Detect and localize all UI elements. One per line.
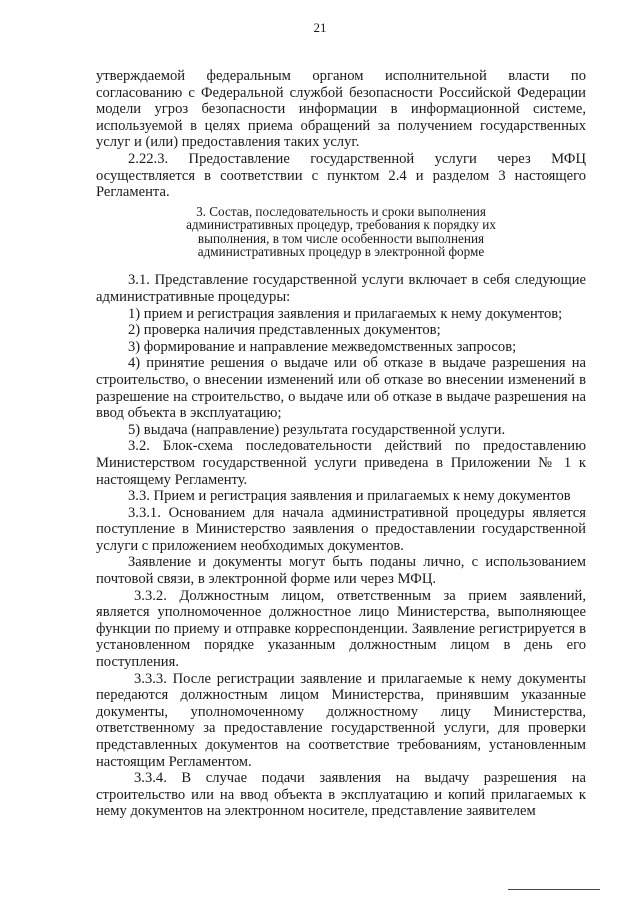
clause-3-3-4: 3.3.4. В случае подачи заявления на выдачу разрешения на строительство или на ввод объекта в эксплуатацию и копий прилагаемых к нему документов на электронном носителе, представление заявителем [96, 770, 586, 820]
clause-3-3-1-continuation: Заявление и документы могут быть поданы лично, с использованием почтовой связи, в электронной форме или через МФЦ. [96, 554, 586, 588]
clause-3-3-3: 3.3.3. После регистрации заявление и прилагаемые к нему документы передаются должностным лицом Министерства, принявшим указанные документы, уполномоченному должностному лицу Министерства, ответственному за предоставление государственной услуги, для проверки представленных документов на соответствие требованиям, установленным настоящим Регламентом. [96, 670, 586, 770]
procedure-item-3: 3) формирование и направление межведомственных запросов; [128, 338, 517, 355]
document-body [96, 68, 586, 820]
procedure-item-5: 5) выдача (направление) результата государственной услуги. [128, 421, 506, 438]
section-3-heading: 3. Состав, последовательность и сроки выполнения административных процедур, требования к порядку их выполнения, в том числе особенности выполнения административных процедур в электронной форме [186, 203, 496, 259]
procedure-item-1: 1) прием и регистрация заявления и прилагаемых к нему документов; [128, 305, 563, 322]
clause-2-22-3: 2.22.3. Предоставление государственной услуги через МФЦ осуществляется в соответствии с пунктом 2.4 и разделом 3 настоящего Регламента. [96, 150, 586, 201]
continuation-paragraph: утверждаемой федеральным органом исполнительной власти по согласованию с Федеральной службой безопасности Российской Федерации модели угроз безопасности информации в информационной системе, используемой в целях приема обращений за получением государственных услуг и (или) предоставления таких услуг. [96, 68, 586, 151]
clause-3-2: 3.2. Блок-схема последовательности действий по предоставлению Министерством государственной услуги приведена в Приложении № 1 к настоящему Регламенту. [96, 438, 586, 488]
clause-3-3-1: 3.3.1. Основанием для начала административной процедуры является поступление в Министерство заявления о предоставлении государственной услуги с приложением необходимых документов. [96, 504, 586, 554]
page-number: 21 [313, 20, 327, 35]
procedure-item-2: 2) проверка наличия представленных документов; [128, 322, 441, 339]
clause-3-1: 3.1. Представление государственной услуги включает в себя следующие административные процедуры: [96, 272, 586, 305]
clause-3-3: 3.3. Прием и регистрация заявления и прилагаемых к нему документов [128, 488, 571, 505]
clause-3-3-2: 3.3.2. Должностным лицом, ответственным за прием заявлений, является уполномоченное должностное лицо Министерства, выполняющее функции по приему и отправке корреспонденции. Заявление регистрируется в установленном порядке указанным должностным лицом в день его поступления. [96, 587, 586, 671]
footer-rule [508, 889, 600, 890]
procedure-item-4: 4) принятие решения о выдаче или об отказе в выдаче разрешения на строительство, о внесении изменений или об отказе во внесении изменений в разрешение на строительство, о выдаче или об отказе в выдаче разрешения на ввод объекта в эксплуатацию; [96, 355, 586, 422]
